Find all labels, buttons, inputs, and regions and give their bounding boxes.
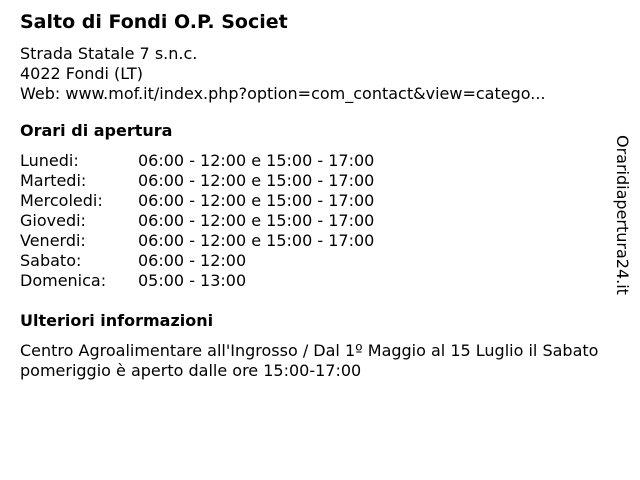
hours-row-friday (20, 231, 600, 251)
business-name: Salto di Fondi O.P. Societ (20, 11, 288, 33)
website-link[interactable]: Web: www.mof.it/index.php?option=com_contact&view=catego... (20, 84, 546, 103)
time-range: 05:00 - 13:00 (138, 271, 247, 290)
hours-row-wednesday (20, 191, 600, 211)
time-range: 06:00 - 12:00 (138, 251, 247, 270)
time-range: 06:00 - 12:00 e 15:00 - 17:00 (138, 151, 375, 170)
time-range: 06:00 - 12:00 e 15:00 - 17:00 (138, 231, 375, 250)
info-heading: Ulteriori informazioni (20, 311, 214, 330)
day-label: Giovedi: (20, 211, 86, 230)
day-label: Sabato: (20, 251, 82, 270)
time-range: 06:00 - 12:00 e 15:00 - 17:00 (138, 211, 375, 230)
day-label: Mercoledi: (20, 191, 103, 210)
hours-table (20, 151, 600, 291)
site-watermark: Oraridiapertura24.it (613, 135, 632, 295)
info-text: Centro Agroalimentare all'Ingrosso / Dal 1º Maggio al 15 Luglio il Sabato pomeriggio è aperto dalle ore 15:00-17:00 (20, 341, 599, 380)
hours-row-saturday (20, 251, 600, 271)
day-label: Venerdi: (20, 231, 86, 250)
day-label: Lunedi: (20, 151, 79, 170)
hours-row-sunday (20, 271, 600, 291)
day-label: Martedi: (20, 171, 87, 190)
hours-heading: Orari di apertura (20, 121, 173, 140)
hours-row-thursday (20, 211, 600, 231)
address-city: 4022 Fondi (LT) (20, 64, 144, 83)
business-card (20, 10, 600, 381)
day-label: Domenica: (20, 271, 107, 290)
time-range: 06:00 - 12:00 e 15:00 - 17:00 (138, 191, 375, 210)
hours-row-monday (20, 151, 600, 171)
time-range: 06:00 - 12:00 e 15:00 - 17:00 (138, 171, 375, 190)
address-street: Strada Statale 7 s.n.c. (20, 44, 198, 63)
hours-row-tuesday (20, 171, 600, 191)
